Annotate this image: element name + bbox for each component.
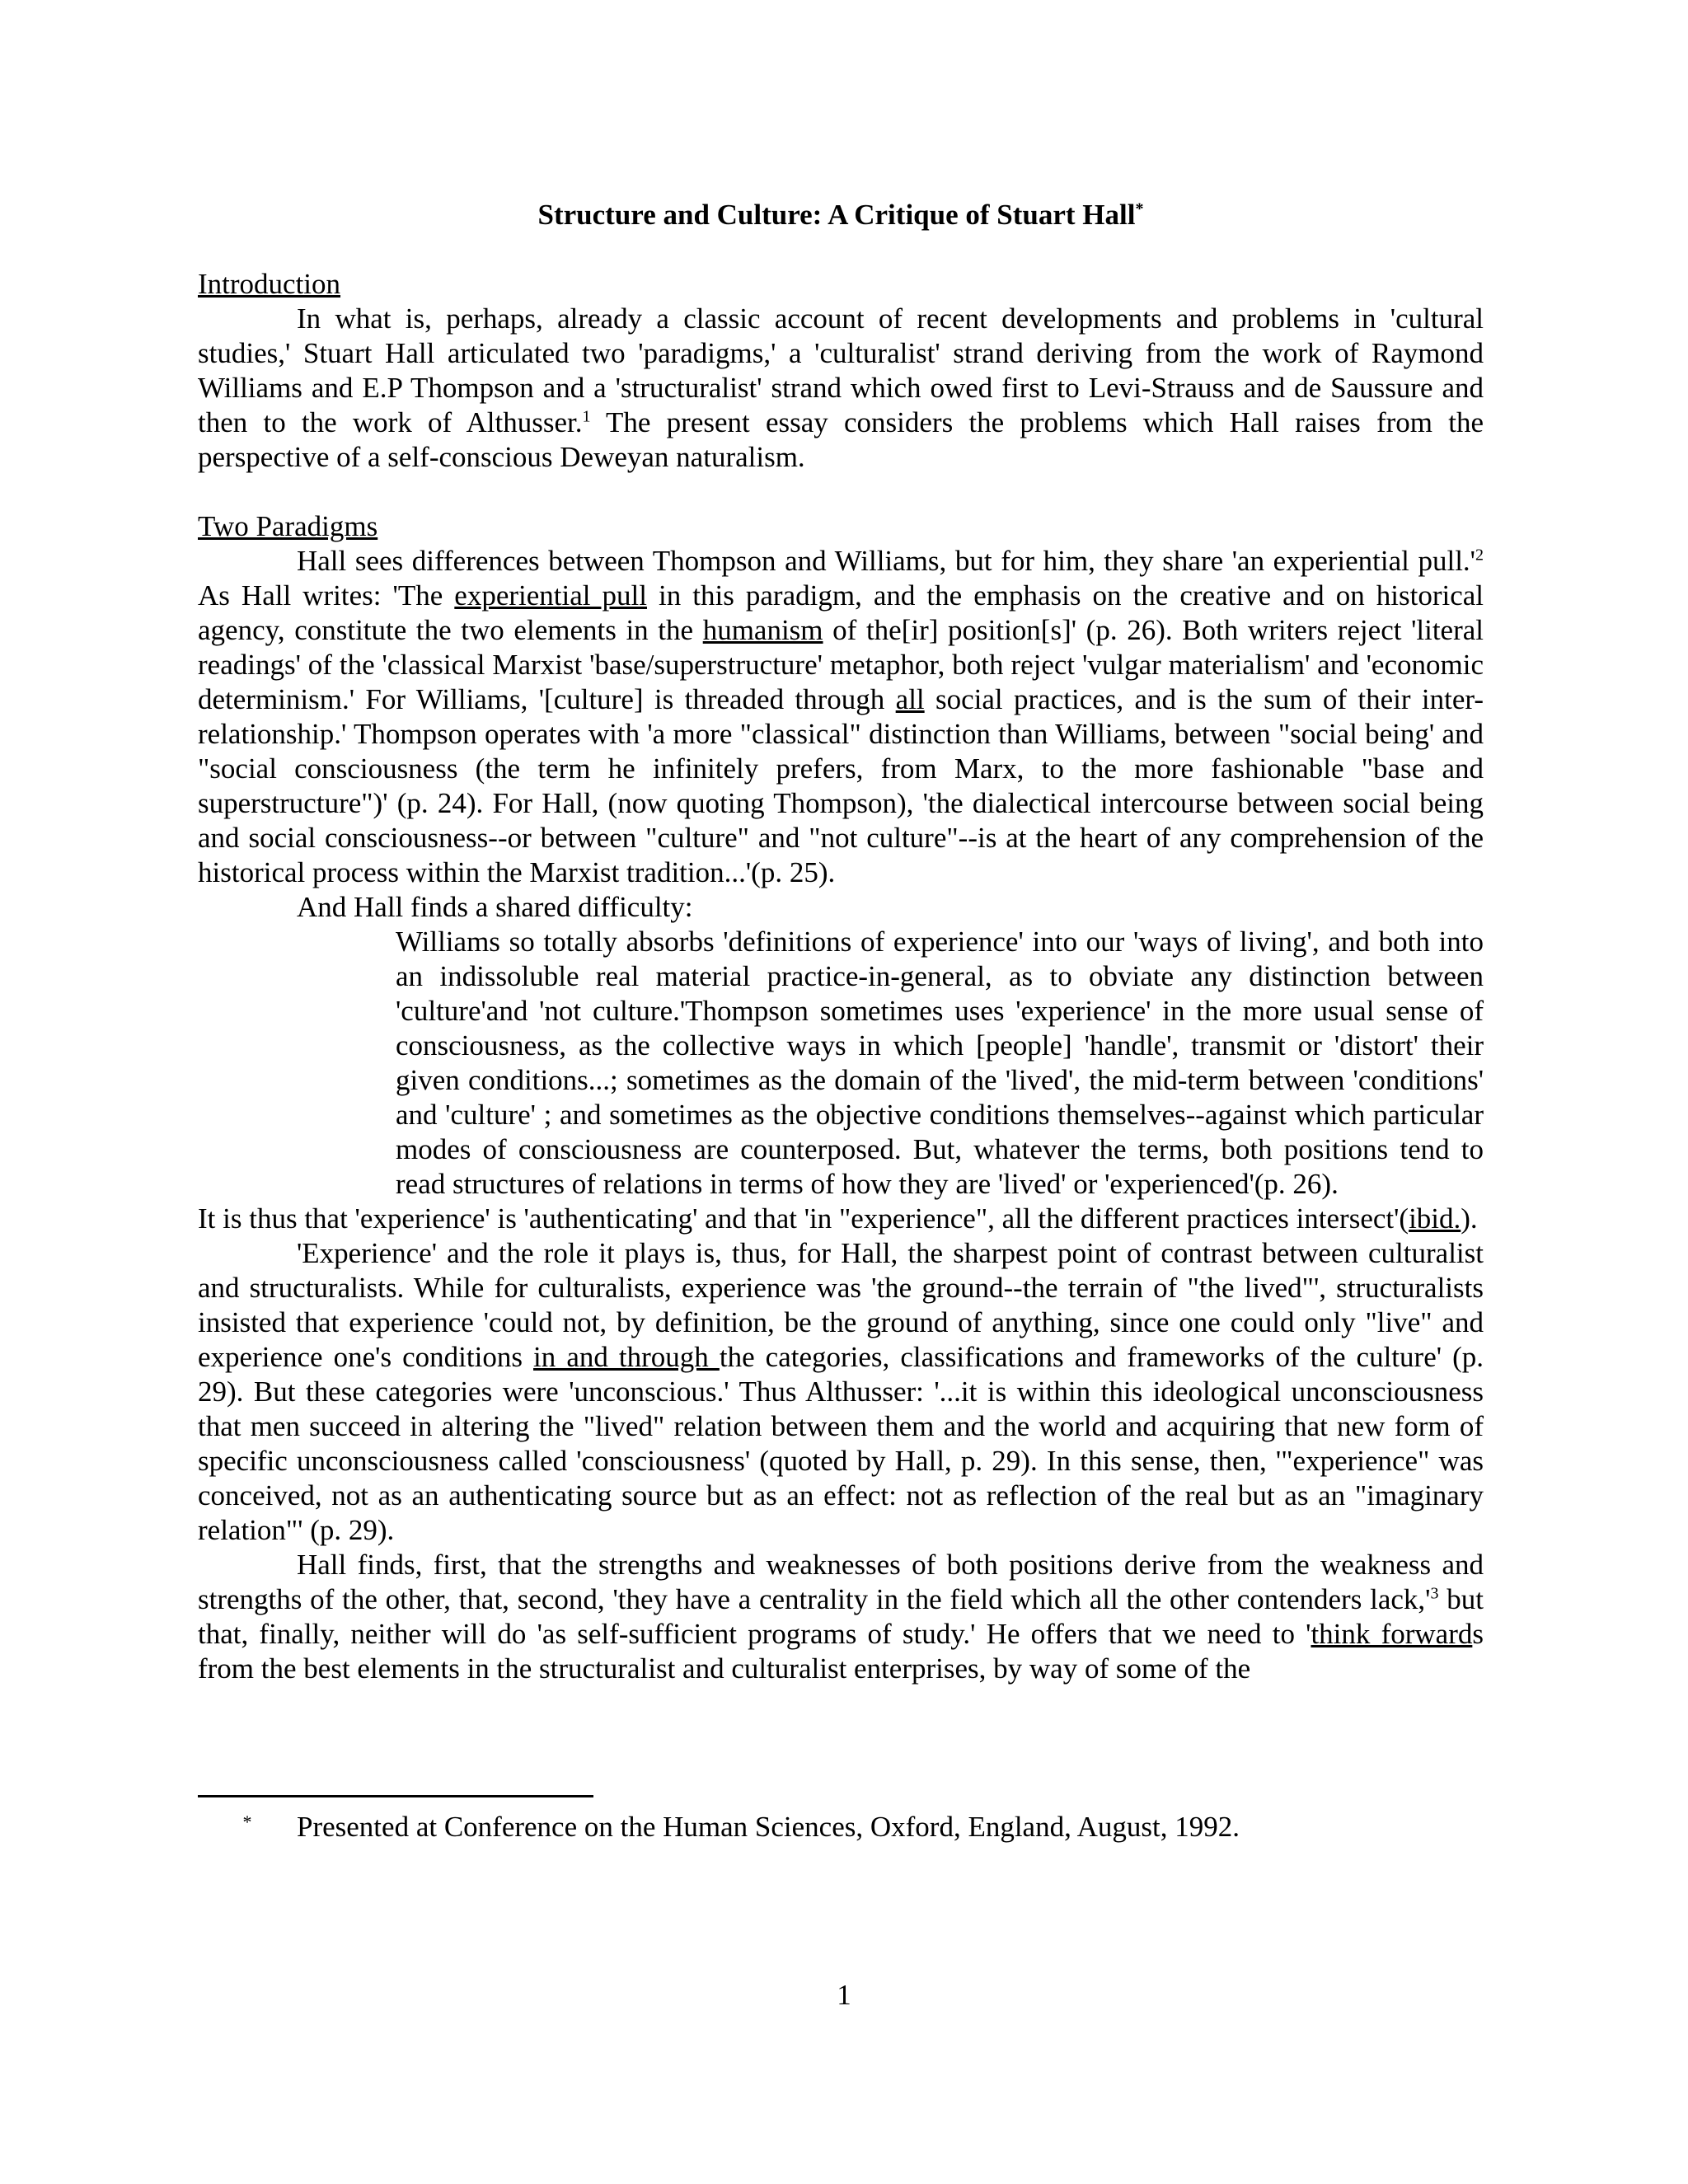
block-quote: Williams so totally absorbs 'definitions of experience' into our 'ways of living', and both into an indissoluble real material practice-in-general, as to obviate any distinction between 'culture'and 'not culture.'Thompson sometimes uses 'experience' in the more usual sense of consciousness, as the collective ways in which [people] 'handle', transmit or 'distort' their given conditions...; sometimes as the domain of the 'lived', the mid-term between 'conditions' and 'culture' ; and sometimes as the objective conditions themselves--against which particular modes of consciousness are counterposed. But, whatever the terms, both positions tend to read structures of relations in terms of how they are 'lived' or 'experienced'(p. 26). — [396, 926, 1484, 1200]
paradigms-paragraph-2: And Hall finds a shared difficulty: — [297, 891, 693, 923]
paradigms-paragraph-4: 'Experience' and the role it plays is, thus, for Hall, the sharpest point of contrast between culturalist and structuralists. While for culturalists, experience was 'the ground--the terrain of "the lived"', structuralists insisted that experience 'could not, by definition, be the ground of anything, since one could only "live" and experience one's conditions in and through the categories, classifications and frameworks of the culture' (p. 29). But these categories were 'unconscious.' Thus Althusser: '...it is within this ideological unconsciousness that men succeed in altering the "lived" relation between them and the world and acquiring that new form of specific unconsciousness called 'consciousness' (quoted by Hall, p. 29). In this sense, then, '"experience" was conceived, not as an authenticating source but as an effect: not as reflection of the real but as an "imaginary relation"' (p. 29). — [198, 1237, 1484, 1546]
paradigms-paragraph-3: It is thus that 'experience' is 'authenticating' and that 'in "experience", all the different practices intersect'(ibid.). — [198, 1202, 1478, 1235]
section-heading-two-paradigms: Two Paradigms — [198, 510, 378, 542]
paradigms-paragraph-1: Hall sees differences between Thompson and Williams, but for him, they share 'an experiential $pull.'^2$ As Hall writes: 'The experiential pull in this paradigm, and the emphasis on the creative and on historical agency, constitute the two elements in the humanism of the[ir] position[s]' (p. 26). Both writers reject 'literal readings' of the 'classical Marxist 'base/superstructure' metaphor, both reject 'vulgar materialism' and 'economic determinism.' For Williams, '[culture] is threaded through all social practices, and is the sum of their inter-relationship.' Thompson operates with 'a more "classical" distinction than Williams, between "social being' and "social consciousness (the term he infinitely prefers, from Marx, to the more fashionable "base and superstructure")' (p. 24). For Hall, (now quoting Thompson), 'the dialectical intercourse between social being and social consciousness--or between "culture" and "not culture"--is at the heart of any comprehension of the historical process within the Marxist tradition...'(p. 25). — [198, 545, 1484, 888]
footnote-text: Presented at Conference on the Human Sciences, Oxford, England, August, 1992. — [297, 1811, 1240, 1843]
footnote — [198, 1810, 1484, 1844]
title-footnote-mark: * — [1135, 199, 1144, 218]
title-text: Structure and Culture: A Critique of Stuart Hall — [537, 199, 1136, 231]
footnote-ref-1: 1 — [582, 407, 591, 426]
page-number: 1 — [837, 1979, 851, 2011]
body-text — [198, 198, 1484, 1686]
footnote-mark: * — [242, 1811, 252, 1832]
footnote-ref-3: 3 — [1430, 1584, 1439, 1603]
paradigms-paragraph-5: Hall finds, first, that the strengths and weaknesses of both positions derive from the weakness and strengths of the other, that, second, 'they have a centrality in the field which all the other contenders $lack,'^3$ but that, finally, neither will do 'as self-sufficient programs of study.' He offers that we need to 'think forwards from the best elements in the structuralist and culturalist enterprises, by way of some of the — [198, 1549, 1484, 1685]
intro-paragraph: In what is, perhaps, already a classic account of recent developments and problems in 'cultural studies,' Stuart Hall articulated two 'paradigms,' a 'culturalist' strand deriving from the work of Raymond Williams and E.P Thompson and a 'structuralist' strand which owed first to Levi-Strauss and de Saussure and then to the work of Althusser.$^1$ The present essay considers the problems which Hall raises from the perspective of a self-conscious Deweyan naturalism. — [198, 302, 1484, 473]
paper-title — [198, 198, 1484, 232]
footnote-separator — [198, 1795, 593, 1797]
section-heading-introduction: Introduction — [198, 268, 341, 300]
footnote-ref-2: 2 — [1475, 546, 1484, 565]
